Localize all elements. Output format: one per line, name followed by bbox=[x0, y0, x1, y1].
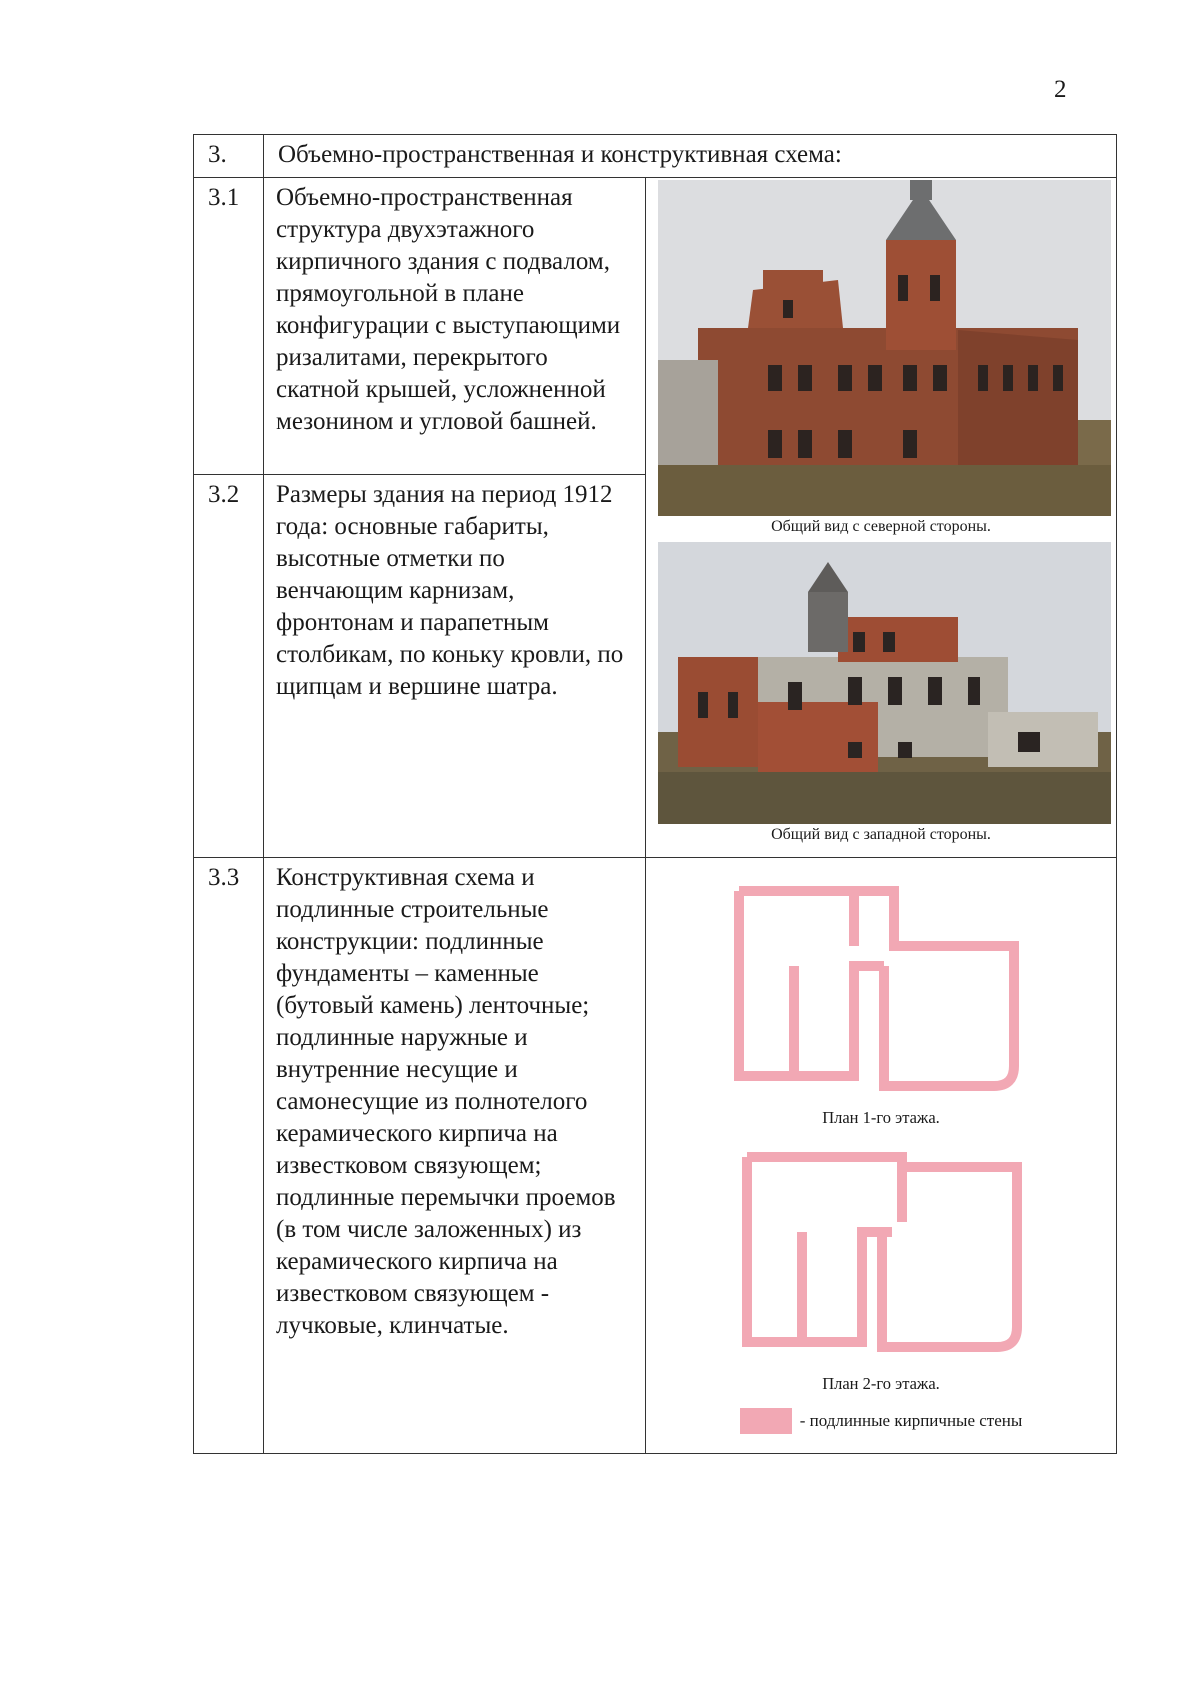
row-text: Размеры здания на период 1912 года: основные габариты, высотные отметки по венчающим карнизам, фронтонам и парапетным столбикам, по коньку кровли, по щипцам и вершине шатра. bbox=[264, 475, 646, 858]
legend-text: - подлинные кирпичные стены bbox=[799, 1410, 1023, 1430]
plan-caption: План 2-го этажа. bbox=[822, 1373, 940, 1393]
floor-plan-1 bbox=[646, 886, 1116, 1128]
table-row bbox=[194, 178, 1117, 475]
photos-cell bbox=[646, 178, 1117, 858]
table-row bbox=[194, 857, 1117, 1454]
table-header-row bbox=[194, 135, 1117, 178]
west-view-photo bbox=[646, 542, 1116, 844]
row-text: Конструктивная схема и подлинные строительные конструкции: подлинные фундаменты – каменные (бутовый камень) ленточные; подлинные наружные и внутренние несущие и самонесущие из полнотелого керамического кирпича на известковом связующем; подлинные перемычки проемов (в том числе заложенных) из керамического кирпича на известковом связующем - лучковые, клинчатые. bbox=[264, 857, 646, 1454]
north-view-photo bbox=[646, 180, 1116, 536]
legend bbox=[646, 1408, 1116, 1434]
plan-caption: План 1-го этажа. bbox=[822, 1107, 940, 1127]
page-number: 2 bbox=[1054, 76, 1067, 103]
row-number: 3.2 bbox=[194, 475, 264, 858]
plans-cell bbox=[646, 857, 1117, 1454]
header-number: 3. bbox=[194, 135, 264, 178]
photo-caption: Общий вид с западной стороны. bbox=[771, 826, 991, 843]
row-number: 3.3 bbox=[194, 857, 264, 1454]
row-number: 3.1 bbox=[194, 178, 264, 475]
header-title: Объемно-пространственная и конструктивная схема: bbox=[264, 135, 1117, 178]
legend-swatch bbox=[740, 1408, 792, 1434]
row-text: Объемно-пространственная структура двухэтажного кирпичного здания с подвалом, прямоугольной в плане конфигурации с выступающими ризалитами, перекрытого скатной крышей, усложненной мезонином и угловой башней. bbox=[264, 178, 646, 475]
photo-caption: Общий вид с северной стороны. bbox=[771, 518, 991, 535]
floor-plan-2 bbox=[646, 1152, 1116, 1394]
info-table bbox=[193, 134, 1117, 1454]
